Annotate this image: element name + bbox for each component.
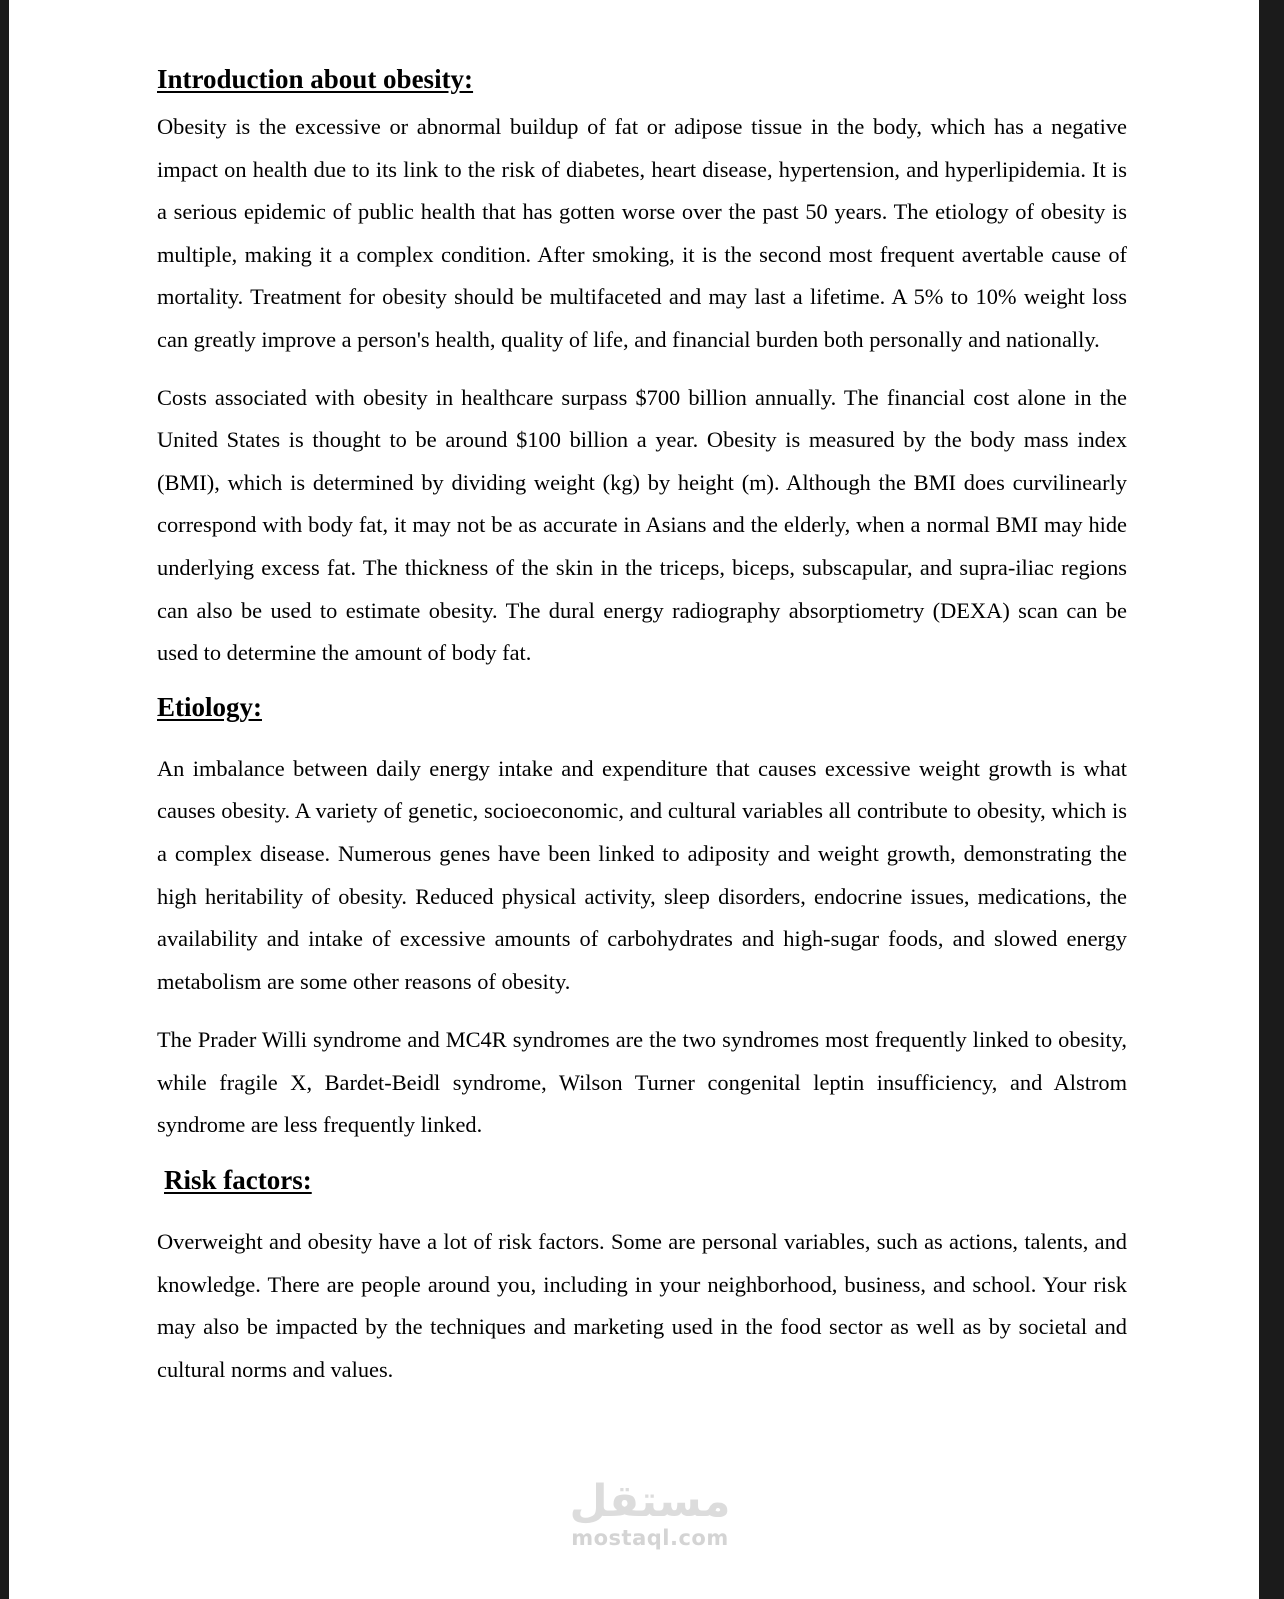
- paragraph-introduction-2: Costs associated with obesity in healthcare surpass $700 billion annually. The financial cost alone in the United States is thought to be around $100 billion a year. Obesity is measured by the body mass index (BMI), which is determined by dividing weight (kg) by height (m). Although the BMI does curvilinearly correspond with body fat, it may not be as accurate in Asians and the elderly, when a normal BMI may hide underlying excess fat. The thickness of the skin in the triceps, biceps, subscapular, and supra-iliac regions can also be used to estimate obesity. The dural energy radiography absorptiometry (DEXA) scan can be used to determine the amount of body fat.: [157, 384, 1127, 666]
- document-content: [157, 61, 1127, 1391]
- heading-risk-factors: Risk factors:: [164, 1165, 312, 1196]
- left-window-edge: [0, 0, 9, 1599]
- heading-introduction: Introduction about obesity:: [157, 64, 474, 94]
- paragraph-introduction-1: Obesity is the excessive or abnormal buildup of fat or adipose tissue in the body, which has a negative impact on health due to its link to the risk of diabetes, heart disease, hypertension, and hyperlipidemia. It is a serious epidemic of public health that has gotten worse over the past 50 years. The etiology of obesity is multiple, making it a complex condition. After smoking, it is the second most frequent avertable cause of mortality. Treatment for obesity should be multifaceted and may last a lifetime. A 5% to 10% weight loss can greatly improve a person's health, quality of life, and financial burden both personally and nationally.: [157, 114, 1127, 352]
- mostaql-watermark: [540, 1478, 760, 1550]
- right-window-edge: [1259, 0, 1284, 1599]
- paragraph-etiology-1: An imbalance between daily energy intake and expenditure that causes excessive weight growth is what causes obesity. A variety of genetic, socioeconomic, and cultural variables all contribute to obesity, which is a complex disease. Numerous genes have been linked to adiposity and weight growth, demonstrating the high heritability of obesity. Reduced physical activity, sleep disorders, endocrine issues, medications, the availability and intake of excessive amounts of carbohydrates and high-sugar foods, and slowed energy metabolism are some other reasons of obesity.: [157, 755, 1127, 994]
- paragraph-risk-factors-1: Overweight and obesity have a lot of risk factors. Some are personal variables, such as actions, talents, and knowledge. There are people around you, including in your neighborhood, business, and school. Your risk may also be impacted by the techniques and marketing used in the food sector as well as by societal and cultural norms and values.: [157, 1229, 1127, 1382]
- document-page: [9, 0, 1259, 1599]
- heading-etiology: Etiology:: [157, 691, 262, 722]
- paragraph-etiology-2: The Prader Willi syndrome and MC4R syndromes are the two syndromes most frequently linked to obesity, while fragile X, Bardet-Beidl syndrome, Wilson Turner congenital leptin insufficiency, and Alstrom syndrome are less frequently linked.: [157, 1027, 1127, 1138]
- watermark-url: mostaql.com: [571, 1526, 729, 1550]
- watermark-logo: مستقل: [569, 1476, 731, 1527]
